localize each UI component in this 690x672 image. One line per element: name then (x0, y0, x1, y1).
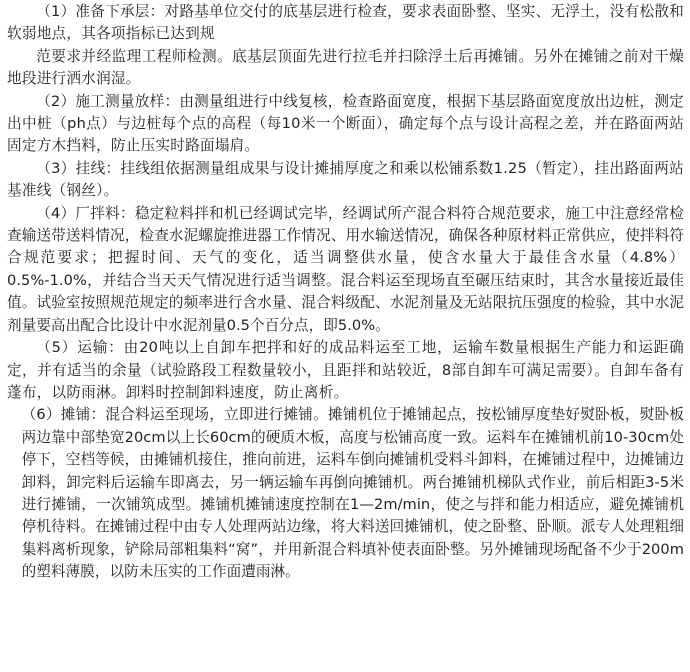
paragraph-5-transport: （5）运输：由20吨以上自卸车把拌和好的成品料运至工地，运输车数量根据生产能力和运距确定，并有适当的余量（试验路段工程数量较小，且距拌和站较近，8部自卸车可满足需要）。自卸车备有蓬布，以防雨淋。卸料时控制卸料速度，防止离析。 (7, 339, 684, 401)
paragraph-2-survey-layout: （2）施工测量放样：由测量组进行中线复核，检查路面宽度，根据下基层路面宽度放出边桩，测定出中桩（ph点）与边桩每个点的高程（每10米一个断面），确定每个点与设计高程之差，并在路面两站固定方木挡料，防止压实时路面塌肩。 (7, 92, 685, 155)
paragraph-3-string-line: （3）挂线：挂线组依据测量组成果与设计摊捕厚度之和乘以松铺系数1.25（暂定），挂出路面两站基准线（钢丝）。 (7, 159, 684, 200)
paragraph-1-continued: 范要求并经监理工程师检测。底基层顶面先进行拉毛并扫除浮土后再摊铺。另外在摊铺之前对干燥地段进行洒水润湿。 (7, 47, 684, 88)
paragraph-6-paving: （6）摊铺：混合料运至现场，立即进行摊铺。摊铺机位于摊铺起点，按松铺厚度垫好熨卧板，熨卧板两边靠中部垫宽20cm以上长60cm的硬质木板，高度与松铺高度一致。运料车在摊铺机前10-30cm处停下，空档等候，由摊铺机接住，推向前进，运料车倒向摊铺机受料斗卸料，在摊铺过程中，边摊铺边卸料，卸完料后运输车即离去，另一辆运输车再倒向摊铺机。两台摊铺机梯队式作业，前后相距3-5米进行摊铺，一次铺筑成型。摊铺机摊铺速度控制在1—2m/min，使之与拌和能力相适应，避免摊铺机停机待料。在摊铺过程中由专人处理两站边缘，将大料送回摊铺机，使之卧整、卧顺。派专人处理粗细集料离析现象，铲除局部粗集料“窝”，并用新混合料填补使表面卧整。另外摊铺现场配备不少于200m的塑料薄膜，以防未压实的工作面遭雨淋。 (21, 406, 684, 581)
paragraph-1-prepare-subgrade: （1）准备下承层：对路基单位交付的底基层进行检查，要求表面卧整、坚实、无浮土，没有松散和软弱地点，其各项指标已达到规 (7, 3, 685, 43)
paragraph-4-plant-mixing: （4）厂拌料：稳定粒料拌和机已经调试完毕，经调试所产混合料符合规范要求，施工中注意经常检查输送带送料情况，检查水泥螺旋推进器工作情况、用水输送情况，确保各种原材料正常供应，使拌料符合规范要求；把握时间、天气的变化，适当调整供水量，使含水量大于最佳含水量（4.8%）0.5%-1.0%，并结合当天天气情况进行适当调整。混合料运至现场直至碾压结束时，其含水量接近最佳值。试验室按照规范规定的频率进行含水量、混合料级配、水泥剂量及无站限抗压强度的检验，其中水泥剂量要高出配合比设计中水泥剂量0.5个百分点，即5.0%。 (7, 204, 684, 334)
